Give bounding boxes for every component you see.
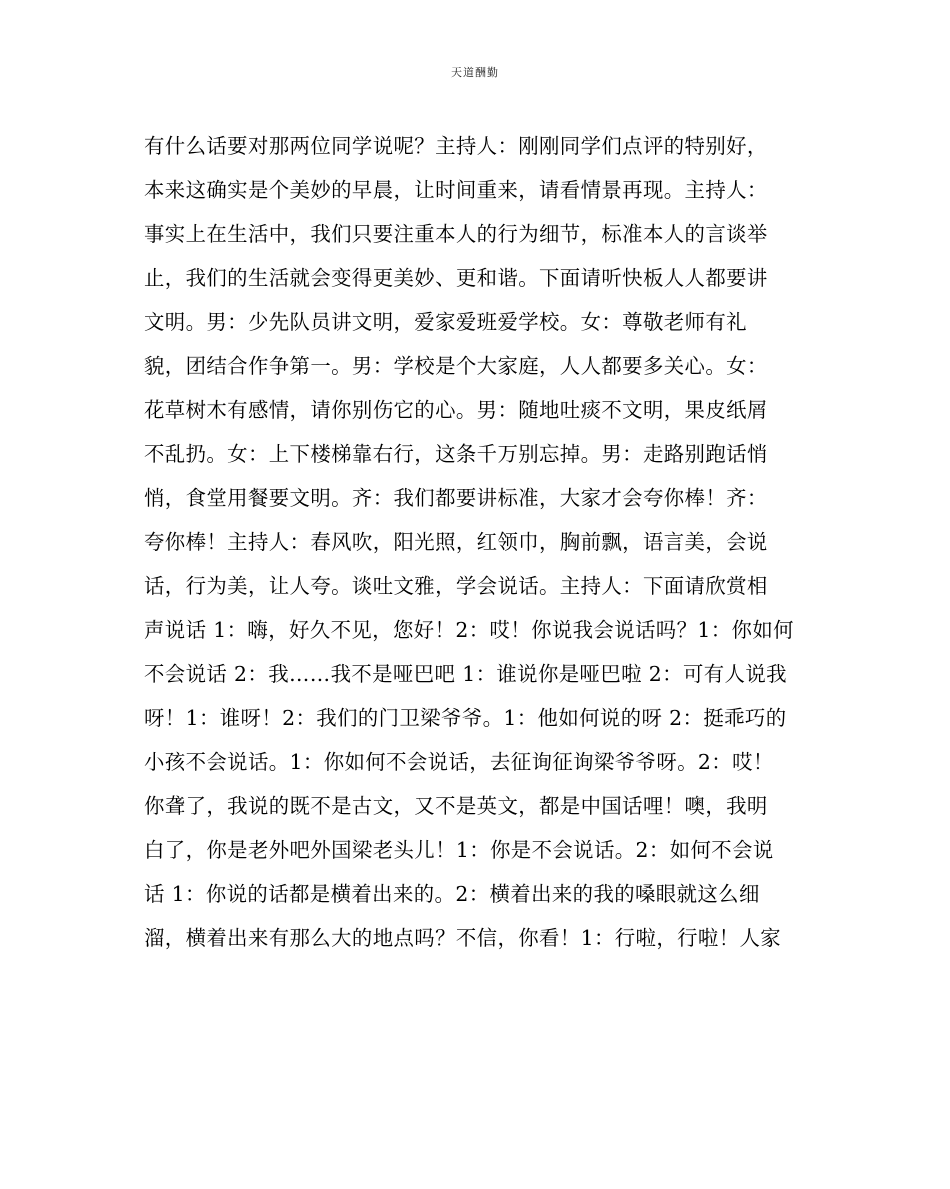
text-line: 悄，食堂用餐要文明。齐：我们都要讲标准，大家才会夸你棒！齐： [144, 486, 768, 510]
text-line: 本来这确实是个美妙的早晨，让时间重来，请看情景再现。主持人： [144, 178, 768, 202]
text-line: 话 1：你说的话都是横着出来的。2：横着出来的我的嗓眼就这么细 [144, 882, 760, 906]
text-line: 话，行为美，让人夸。谈吐文雅，学会说话。主持人：下面请欣赏相 [144, 574, 768, 598]
text-line: 溜，横着出来有那么大的地点吗？不信，你看！1：行啦，行啦！人家 [144, 926, 782, 950]
page-header: 天道酬勤 [451, 66, 499, 79]
text-line: 貌，团结合作争第一。男：学校是个大家庭，人人都要多关心。女： [144, 354, 768, 378]
document-body [144, 124, 814, 960]
text-line: 夸你棒！主持人：春风吹，阳光照，红领巾，胸前飘，语言美，会说 [144, 530, 768, 554]
text-line: 呀！1：谁呀！2：我们的门卫梁爷爷。1：他如何说的呀 2：挺乖巧的 [144, 706, 787, 730]
text-line: 止，我们的生活就会变得更美妙、更和谐。下面请听快板人人都要讲 [144, 266, 768, 290]
text-line: 花草树木有感情，请你别伤它的心。男：随地吐痰不文明，果皮纸屑 [144, 398, 768, 422]
text-line: 文明。男：少先队员讲文明，爱家爱班爱学校。女：尊敬老师有礼 [144, 310, 747, 334]
text-line: 事实上在生活中，我们只要注重本人的行为细节，标准本人的言谈举 [144, 222, 768, 246]
text-line: 小孩不会说话。1：你如何不会说话，去征询征询梁爷爷呀。2：哎！ [144, 750, 774, 774]
text-line: 你聋了，我说的既不是古文，又不是英文，都是中国话哩！噢，我明 [144, 794, 768, 818]
text-line: 白了，你是老外吧外国梁老头儿！1：你是不会说话。2：如何不会说 [144, 838, 774, 862]
text-line: 不乱扔。女：上下楼梯靠右行，这条千万别忘掉。男：走路别跑话悄 [144, 442, 768, 466]
text-line: 有什么话要对那两位同学说呢？主持人：刚刚同学们点评的特别好， [144, 134, 768, 158]
text-line: 声说话 1：嗨，好久不见，您好！2：哎！你说我会说话吗？1：你如何 [144, 618, 794, 642]
text-line: 不会说话 2：我……我不是哑巴吧 1：谁说你是哑巴啦 2：可有人说我 [144, 662, 787, 686]
